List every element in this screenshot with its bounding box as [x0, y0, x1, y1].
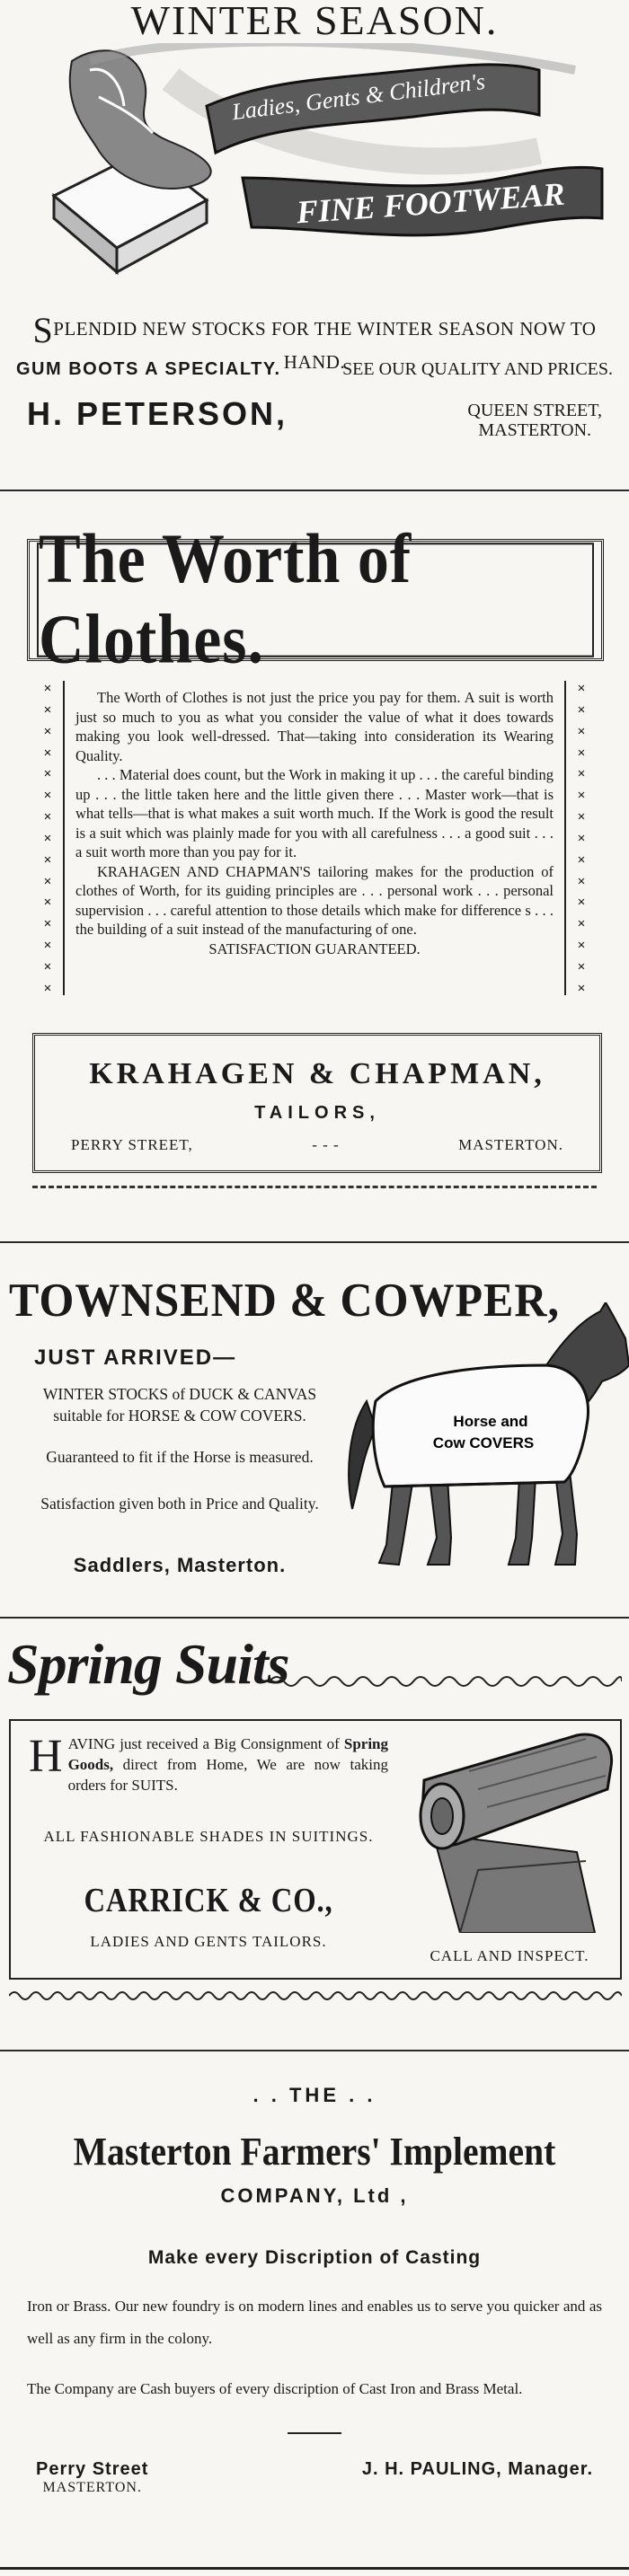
firm-name: KRAHAGEN & CHAPMAN,	[89, 1057, 545, 1090]
paragraph: KRAHAGEN AND CHAPMAN'S tailoring makes for the production of clothes of Worth, for its guiding principles are . . . personal work . . . personal supervision . . . careful attention to those details which make for difference s . . . the building of a suit instead of the manufacturing of one.	[75, 862, 554, 938]
saddlers-sign: Saddlers, Masterton.	[73, 1554, 287, 1576]
worth-of-clothes-headline: The Worth of Clothes.	[37, 543, 594, 657]
shades-text: ALL FASHIONABLE SHADES IN SUITINGS.	[43, 1828, 374, 1845]
gum-boots-line	[16, 359, 613, 380]
manager-name: J. H. PAULING, Manager.	[361, 2459, 593, 2479]
firm-name: CARRICK & CO.,	[84, 1882, 333, 1919]
guarantee-text: Guaranteed to fit if the Horse is measured.	[46, 1448, 314, 1466]
company-address: Perry Street MASTERTON.	[36, 2459, 149, 2495]
x-border-right: ✕ ✕ ✕ ✕ ✕ ✕ ✕ ✕ ✕ ✕ ✕ ✕ ✕ ✕ ✕	[564, 681, 597, 995]
cloth-bolt-illustration	[406, 1726, 615, 1933]
gum-boots-text: GUM BOOTS A SPECIALTY.	[16, 359, 281, 379]
dashed-divider	[32, 1186, 597, 1188]
call-inspect: CALL AND INSPECT.	[430, 1947, 589, 1964]
worth-of-clothes-body	[32, 681, 597, 995]
foundry-text: Iron or Brass. Our new foundry is on modern lines and enables us to serve you quicker and as well as any firm in the colony.	[27, 2298, 602, 2347]
krahagen-chapman-signbox	[32, 1033, 602, 1173]
spring-suits-box	[9, 1719, 622, 1980]
ribbon-bottom-text: FINE FOOTWEAR	[295, 175, 566, 231]
company-title: Masterton Farmers' Implement	[73, 2130, 556, 2174]
paragraph: The Worth of Clothes is not just the price you pay for them. A suit is worth just so much to you as what you consider the value of what it does towards making you look well-dressed. That—taking into consideration its Wearing Quality.	[75, 689, 554, 764]
paragraph: . . . Material does count, but the Work in making it up . . . the careful binding up . . . the little taken here and the little given there . . . Master work—that is what tells—that is what makes a suit worth much. If the Work is good the result is a suit which was plainly made for you with all carefulness . . . a good suit . . . a suit worth more than you pay for it.	[75, 766, 554, 860]
wavy-border-bottom	[9, 1989, 622, 2003]
casting-headline: Make every Discription of Casting	[147, 2247, 482, 2268]
ribbon-top-text: Ladies, Gents & Children's	[230, 67, 487, 126]
wavy-rule	[270, 1672, 622, 1690]
merchant-address: QUEEN STREET, MASTERTON.	[467, 401, 602, 440]
krahagen-chapman-advert	[0, 520, 629, 1239]
guarantee-line: SATISFACTION GUARANTEED.	[208, 940, 421, 957]
firm-address: PERRY STREET, - - - MASTERTON.	[71, 1136, 563, 1153]
consignment-text: HAVING just received a Big Consignment of Spring Goods, direct from Home, We are now taking orders for SUITS.	[29, 1731, 388, 1794]
peterson-footwear-advert	[0, 0, 629, 490]
winter-season-title: WINTER SEASON.	[130, 0, 499, 43]
firm-name: TOWNSEND & COWPER,	[9, 1273, 560, 1327]
company-ltd: COMPANY, Ltd ,	[220, 2184, 409, 2207]
cover-label-1: Horse and	[453, 1413, 528, 1430]
cover-label-2: Cow COVERS	[432, 1434, 535, 1451]
stocks-text: WINTER STOCKS of DUCK & CANVAS suitable for HORSE & COW COVERS.	[42, 1385, 317, 1425]
townsend-cowper-advert	[0, 1257, 629, 1617]
worth-of-clothes-header	[27, 520, 604, 679]
firm-trade: TAILORS,	[254, 1103, 380, 1123]
farmers-implement-advert	[0, 2066, 629, 2576]
cash-buyers-text: The Company are Cash buyers of every discription of Cast Iron and Brass Metal.	[27, 2380, 523, 2397]
divider	[0, 1617, 629, 1619]
firm-trade: LADIES AND GENTS TAILORS.	[90, 1933, 327, 1950]
satisfaction-text: Satisfaction given both in Price and Quality.	[40, 1495, 319, 1513]
the-label: . . THE . .	[252, 2084, 377, 2106]
signature-line	[36, 2459, 593, 2496]
divider	[0, 1241, 629, 1243]
divider	[0, 2567, 629, 2570]
merchant-name: H. PETERSON,	[27, 395, 288, 432]
splendid-line: SPLENDID NEW STOCKS FOR THE WINTER SEASON NOW TO HAND.	[32, 310, 597, 373]
spring-suits-title: Spring Suits	[7, 1632, 289, 1696]
carrick-spring-suits-advert	[0, 1626, 629, 2039]
short-rule	[288, 2432, 341, 2434]
see-quality-text: SEE OUR QUALITY AND PRICES.	[342, 359, 613, 379]
divider	[0, 490, 629, 491]
just-arrived: JUST ARRIVED—	[34, 1345, 237, 1370]
divider	[0, 2050, 629, 2051]
horse-with-cover-illustration	[340, 1302, 629, 1572]
worth-of-clothes-text	[75, 688, 554, 958]
merchant-line	[27, 395, 602, 440]
boots-ribbon-illustration	[36, 43, 611, 304]
x-border-left: ✕ ✕ ✕ ✕ ✕ ✕ ✕ ✕ ✕ ✕ ✕ ✕ ✕ ✕ ✕	[32, 681, 65, 995]
